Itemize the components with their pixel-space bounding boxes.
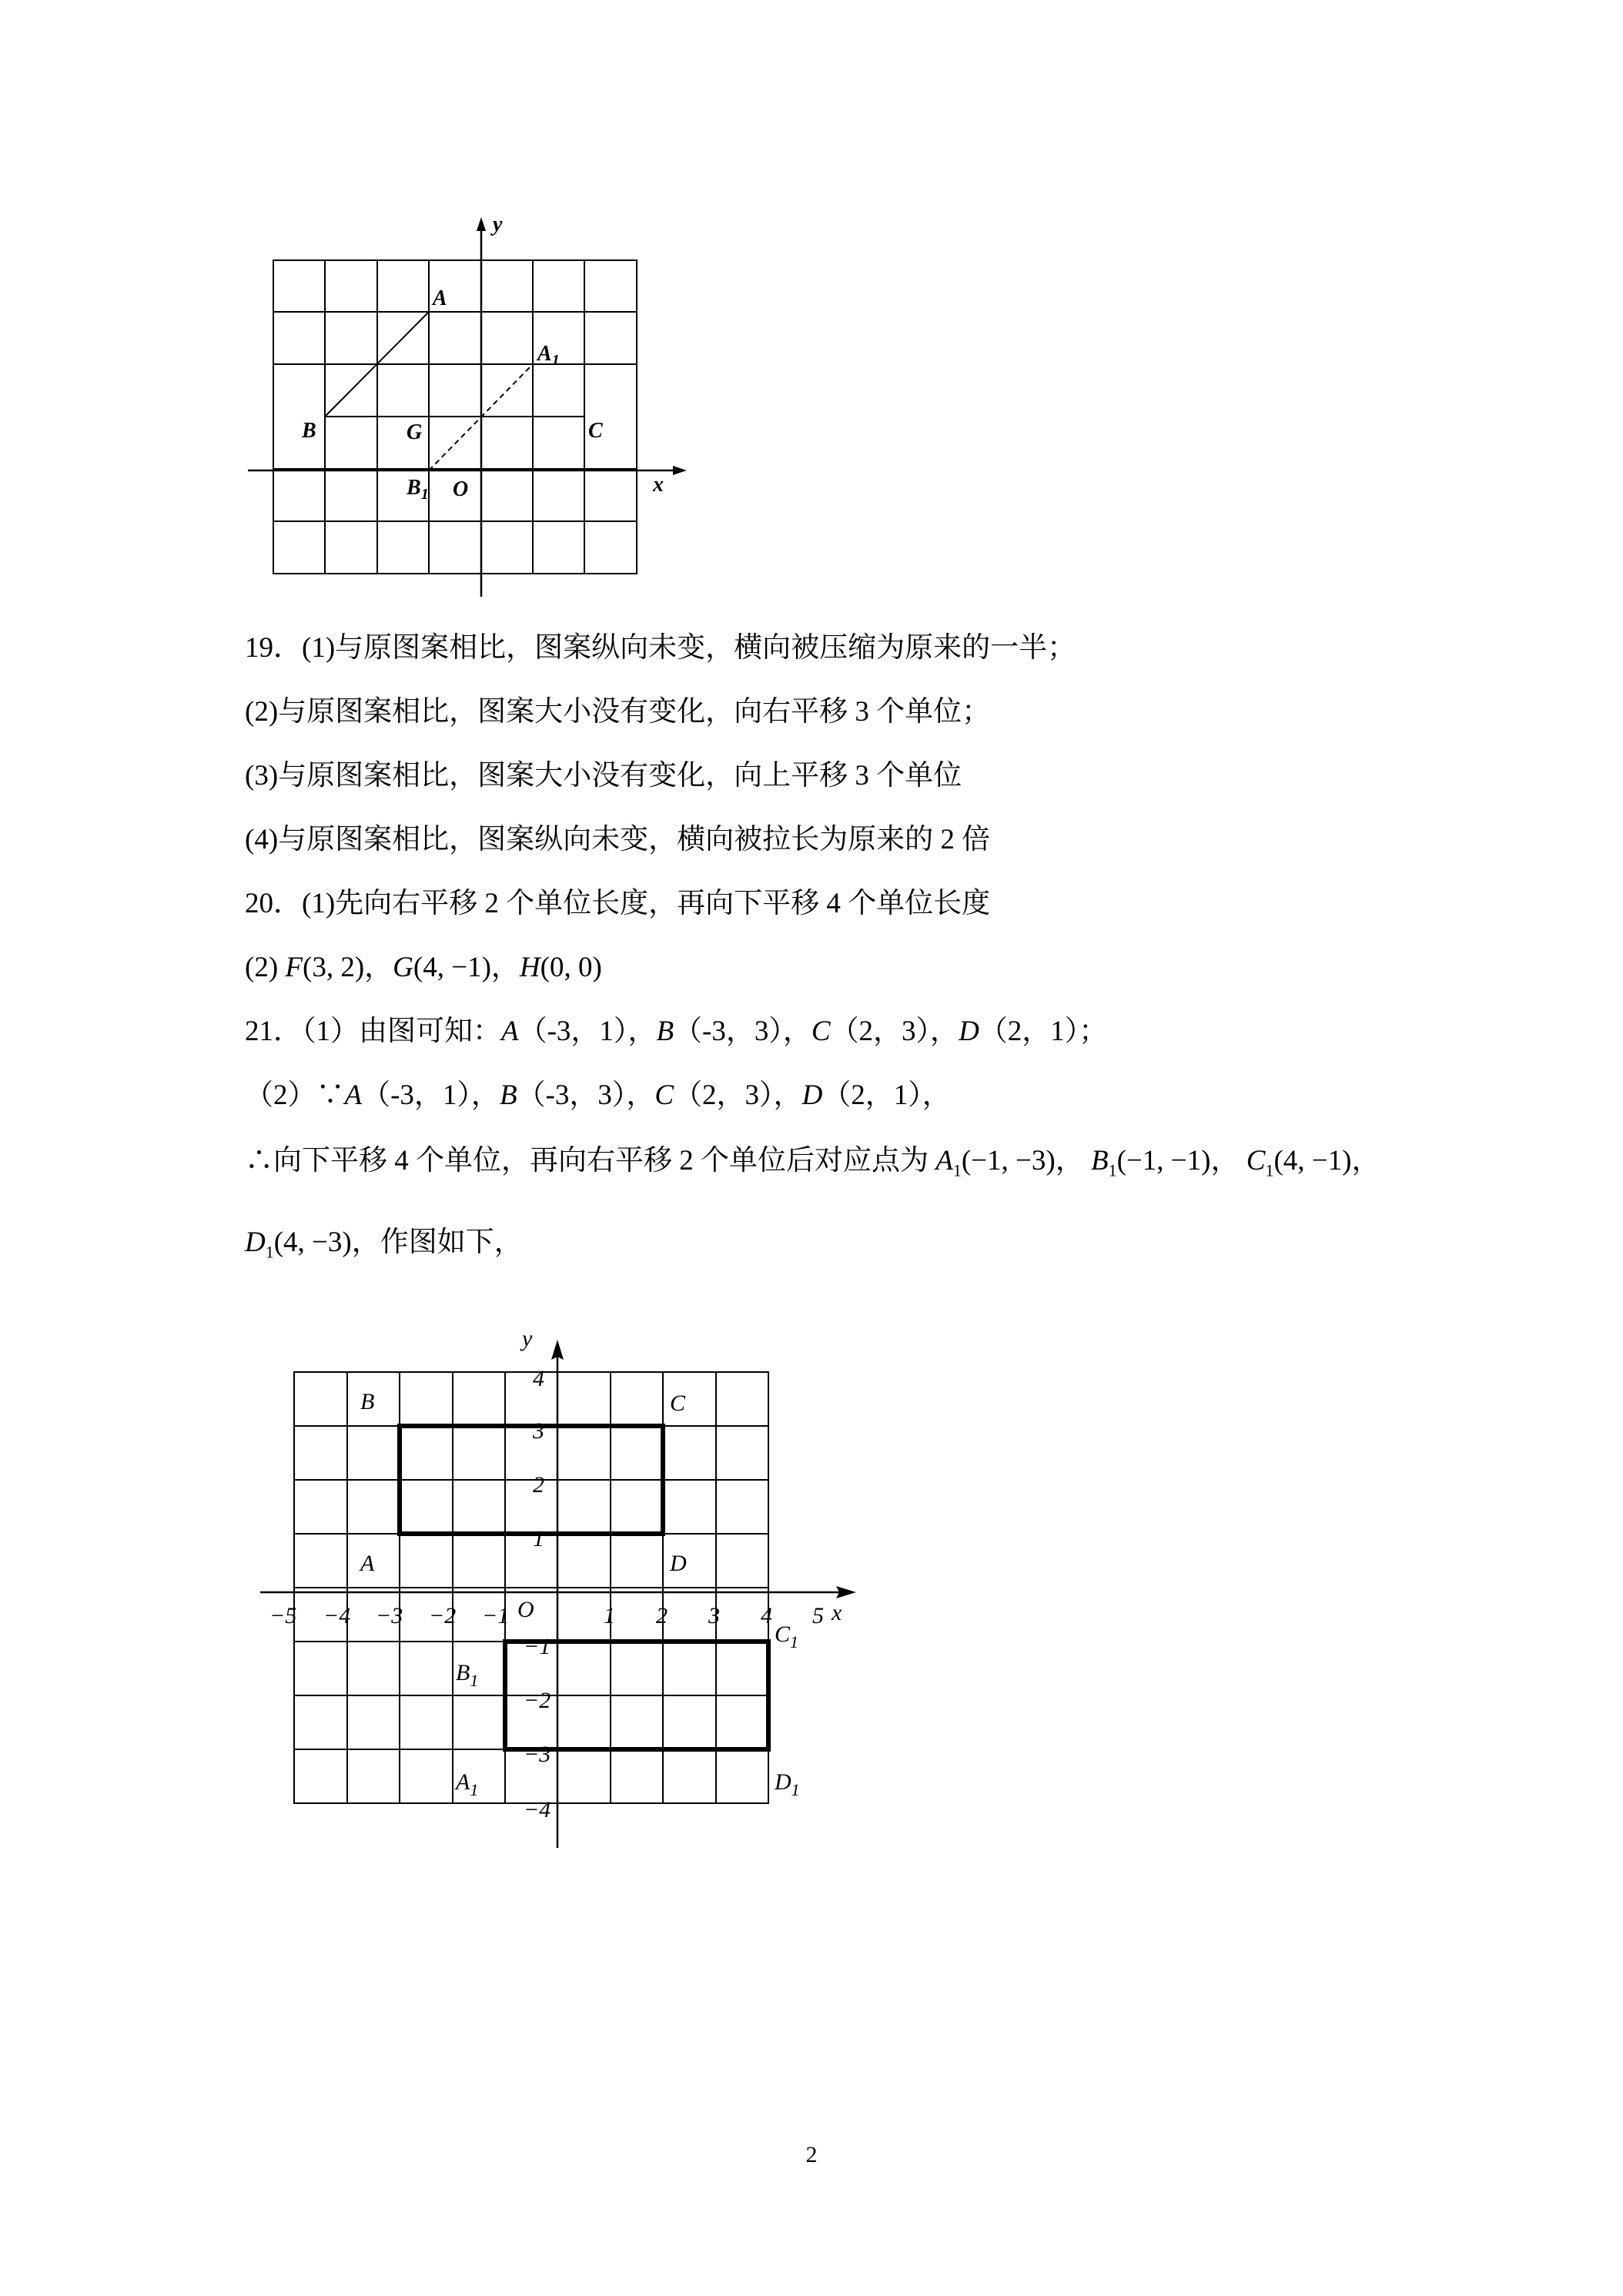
y-axis-arrow bbox=[477, 217, 486, 231]
answer-20-2: (2) F(3, 2)，G(4, −1)，H(0, 0) bbox=[245, 952, 602, 983]
axes bbox=[260, 1346, 848, 1848]
x-tick-label: −4 bbox=[323, 1603, 351, 1628]
x-axis-arrow bbox=[673, 466, 687, 475]
x-tick-label: 4 bbox=[761, 1603, 772, 1628]
answer-20-1: 20．(1)先向右平移 2 个单位长度，再向下平移 4 个单位长度 bbox=[245, 888, 991, 919]
answer-21-2: （2）∵A（-3，1），B（-3，3），C（2，3），D（2，1）， bbox=[245, 1079, 951, 1111]
y-tick-label: −1 bbox=[524, 1634, 551, 1659]
y-tick-label: 1 bbox=[533, 1526, 544, 1551]
point-label-g: G bbox=[407, 420, 423, 444]
axis-label-y: y bbox=[493, 213, 503, 236]
y-tick-label: −4 bbox=[524, 1797, 551, 1822]
y-tick-label: −3 bbox=[524, 1742, 551, 1767]
point-label-b: B bbox=[360, 1389, 375, 1414]
answer-21-4: $D_1(4$, −3)，作图如下， bbox=[245, 1227, 523, 1262]
point-label-d1: $D_1$ bbox=[775, 1769, 800, 1799]
answer-19-2: (2)与原图案相比，图案大小没有变化，向右平移 3 个单位； bbox=[245, 696, 991, 728]
x-tick-label: −1 bbox=[482, 1603, 510, 1628]
x-tick-label: 2 bbox=[656, 1603, 668, 1628]
figure-translation-triangle bbox=[231, 208, 693, 601]
point-label-b1: $B_1$ bbox=[407, 476, 429, 503]
answer-19-3: (3)与原图案相比，图案大小没有变化，向上平移 3 个单位 bbox=[245, 760, 962, 792]
y-tick-label: 4 bbox=[533, 1366, 544, 1391]
x-tick-label: −5 bbox=[269, 1603, 297, 1628]
point-label-a1: $A_1$ bbox=[456, 1769, 479, 1799]
y-tick-label: −2 bbox=[524, 1688, 551, 1713]
axes bbox=[248, 223, 681, 597]
grid bbox=[294, 1372, 768, 1803]
page-number: 2 bbox=[805, 2142, 818, 2167]
point-label-a: A bbox=[360, 1551, 375, 1576]
x-tick-label: 1 bbox=[604, 1603, 615, 1628]
point-label-c: C bbox=[588, 419, 603, 443]
y-tick-labels bbox=[524, 1366, 550, 1822]
axis-label-x: x bbox=[832, 1600, 842, 1625]
y-tick-label: 3 bbox=[533, 1418, 544, 1444]
x-tick-labels bbox=[269, 1603, 824, 1628]
x-tick-label: −3 bbox=[376, 1603, 403, 1628]
x-tick-label: 3 bbox=[708, 1603, 720, 1628]
point-label-c: C bbox=[670, 1391, 686, 1416]
answer-21-3: ∴向下平移 4 个单位，再向右平移 2 个单位后对应点为 $A_1(-1$, −3)， $B_1(-1$, −1)， $C_1(4$, −1)， bbox=[245, 1145, 1380, 1180]
point-label-a: A bbox=[433, 286, 447, 310]
figure-rectangle-translation bbox=[246, 1309, 878, 1863]
point-label-b: B bbox=[302, 419, 316, 443]
x-tick-label: 5 bbox=[812, 1603, 824, 1628]
answer-19-4: (4)与原图案相比，图案纵向未变，横向被拉长为原来的 2 倍 bbox=[245, 824, 991, 855]
axis-label-y: y bbox=[522, 1326, 533, 1351]
origin-label: O bbox=[453, 477, 469, 501]
answer-19-1: 19．(1)与原图案相比，图案纵向未变，横向被压缩为原来的一半； bbox=[245, 632, 1076, 664]
x-tick-label: −2 bbox=[429, 1603, 457, 1628]
y-tick-label: 2 bbox=[533, 1472, 544, 1498]
point-label-c1: $C_1$ bbox=[775, 1622, 799, 1652]
point-label-b1: $B_1$ bbox=[456, 1660, 479, 1690]
point-label-a1: $A_1$ bbox=[537, 342, 560, 369]
axis-label-x: x bbox=[653, 473, 664, 497]
point-label-d: D bbox=[670, 1551, 687, 1576]
origin-label: O bbox=[517, 1597, 534, 1622]
answer-21-1: 21．（1）由图可知：A（-3，1），B（-3，3），C（2，3），D（2，1）； bbox=[245, 1016, 1108, 1047]
